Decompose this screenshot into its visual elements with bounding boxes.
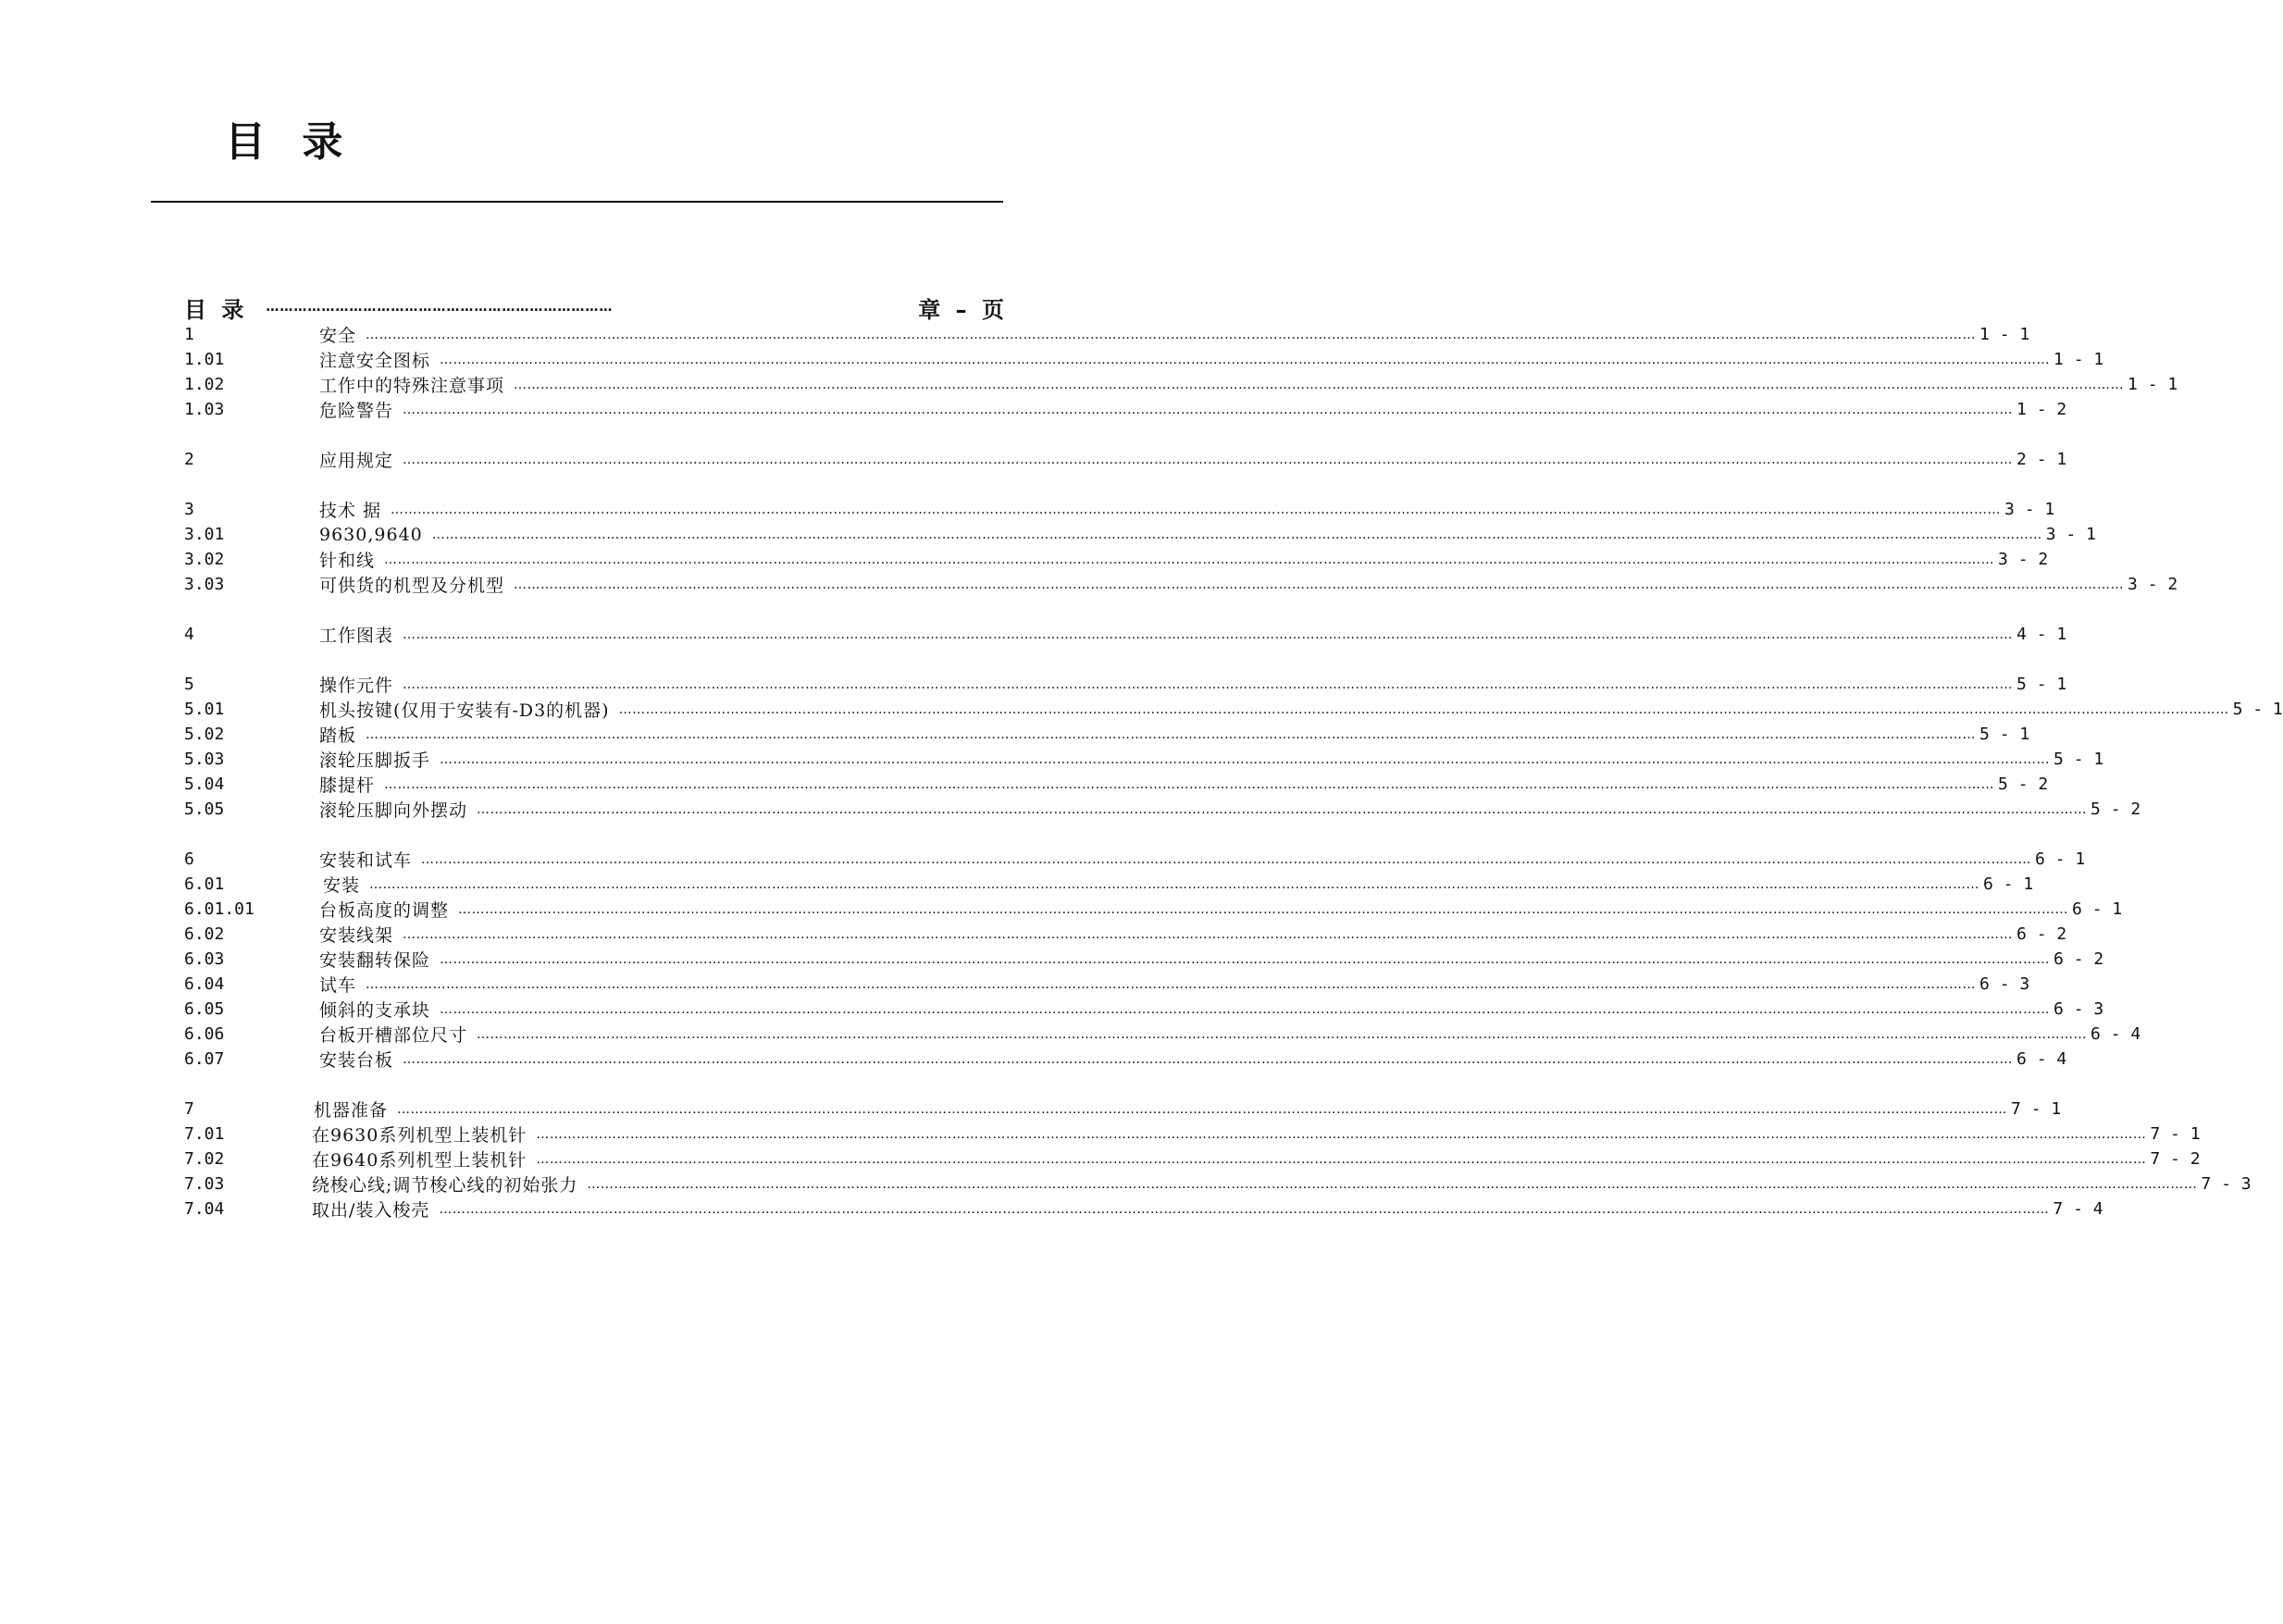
toc-entry-number: 1 (184, 325, 194, 344)
toc-entry-title: 安装翻转保险 (319, 950, 431, 971)
toc-entry[interactable] (184, 1172, 2252, 1196)
toc-entry-title: 倾斜的支承块 (319, 1000, 431, 1021)
toc-entry-number: 3.01 (184, 525, 225, 544)
toc-entry[interactable] (184, 722, 2030, 747)
dot-leader: ……………………………………………………………………………………………………………………………………………………………………………………………………………………………………………………………………………………………………………………………… (397, 1101, 2008, 1117)
toc-entry-page: 6 - 3 (1979, 974, 2030, 994)
toc-entry-page: 6 - 1 (2072, 899, 2123, 919)
toc-entry-title: 滚轮压脚向外摆动 (319, 800, 468, 821)
toc-entry-title: 绕梭心线;调节梭心线的初始张力 (312, 1175, 578, 1196)
toc-entry[interactable] (184, 847, 2086, 872)
toc-entry-page: 6 - 1 (1983, 874, 2034, 894)
toc-entry-title: 踏板 (319, 725, 357, 746)
dot-leader: ……………………………………………………………………………………………………………………………………………………………………………………………………………………………………………………………………………………………………………………………… (403, 626, 2014, 642)
toc-entry[interactable] (184, 697, 2283, 722)
toc-entry-number: 6.06 (184, 1024, 225, 1044)
toc-entry-number: 7.03 (184, 1174, 225, 1194)
dot-leader: ……………………………………………………………………………………………………………………………………………………………………………………………………………………………………………………………………………………………………………………………… (403, 676, 2014, 692)
dot-leader: ……………………………………………………………………………………………………………………………………………………………………………………………………………………………………………………………………………………………………………………………… (391, 502, 2002, 517)
toc-entry-page: 3 - 2 (2128, 575, 2178, 594)
dot-leader: ……………………………………………………………………………………………………………………………………………………………………………………………………………………………………………………………………………………………………………………………… (514, 576, 2125, 592)
toc-entry-title: 台板开槽部位尺寸 (319, 1025, 468, 1046)
toc-entry[interactable] (184, 772, 2049, 797)
toc-entry-title: 工作图表 (319, 626, 394, 646)
toc-entry-title: 机头按键(仅用于安装有-D3的机器) (319, 700, 610, 721)
toc-entry-page: 5 - 1 (2232, 700, 2283, 719)
dot-leader: ……………………………………………………………………………………………………………………………………………………………………………………………………………………………………………………………………………………………………………………………… (384, 776, 1995, 792)
toc-entry[interactable] (184, 1122, 2201, 1147)
dot-leader: ……………………………………………………………………………………………………………………………………………………………………………………………………………………………………………………………………………………………………………………………… (514, 377, 2125, 392)
toc-entry[interactable] (184, 897, 2123, 922)
toc-entry-page: 5 - 1 (2016, 675, 2067, 694)
toc-entry-number: 6.05 (184, 999, 225, 1019)
toc-entry-title: 操作元件 (319, 676, 394, 696)
dot-leader: ……………………………………………………………………………………………………………………………………………………………………………………………………………………………………………………………………………………………………………………………… (477, 801, 2088, 817)
dot-leader: ……………………………………………………………………………………………………………………………………………………………………………………………………………………………………………………………………………………………………………………………… (536, 1126, 2147, 1142)
toc-entry-number: 5.03 (184, 750, 225, 769)
toc-entry-number: 5 (184, 675, 194, 694)
toc-entry-page: 6 - 2 (2016, 924, 2067, 944)
toc-entry[interactable] (184, 1022, 2141, 1047)
toc-entry-title: 在9640系列机型上装机针 (312, 1150, 527, 1171)
toc-entry-page: 3 - 2 (1998, 550, 2049, 569)
toc-entry[interactable] (184, 997, 2104, 1022)
toc-entry-page: 3 - 1 (2045, 525, 2096, 544)
dot-leader: ……………………………………………………………………………………………………………………………………………………………………………………………………………………………………………………………………………………………………………………………… (366, 726, 1977, 742)
toc-entry[interactable] (184, 747, 2104, 772)
toc-entry-page: 2 - 1 (2016, 450, 2067, 469)
toc-entry-title: 滚轮压脚扳手 (319, 750, 431, 771)
toc-entry-number: 7 (184, 1099, 194, 1119)
toc-entry[interactable] (184, 1196, 2103, 1221)
dot-leader: ……………………………………………………………………………………………………………………………………………………………………………………………………………………………………………………………………………………………………………………………… (587, 1176, 2198, 1192)
toc-entry[interactable] (184, 1097, 2062, 1122)
toc-entry-number: 1.01 (184, 350, 225, 369)
toc-entry[interactable] (184, 872, 2034, 897)
toc-entry-number: 7.04 (184, 1199, 225, 1219)
toc-entry-title: 在9630系列机型上装机针 (312, 1125, 527, 1146)
toc-entry-title: 机器准备 (314, 1100, 389, 1121)
toc-entry-page: 5 - 1 (1979, 725, 2030, 744)
toc-header (184, 292, 1008, 322)
toc-entry-page: 4 - 1 (2016, 625, 2067, 644)
toc-entry-page: 1 - 1 (1979, 325, 2030, 344)
dot-leader: ……………………………………………………………………………………………………………………………………………………………………………………………………………………………………………………………………………………………………………………………… (536, 1151, 2147, 1167)
dot-leader: ……………………………………………………………………………………………………………………………………………………………………………………………………………………………………………………………………………………………………………………………… (477, 1026, 2088, 1042)
toc-entry-title: 针和线 (319, 551, 376, 571)
dot-leader: ……………………………………………………………………………………………………………………………………………………………………………………………………………………………………………………………………………………………………………………………… (403, 1051, 2014, 1067)
toc-header-page-label: 章 – 页 (918, 296, 1008, 323)
toc-entry[interactable] (184, 1047, 2067, 1072)
toc-entry-title: 应用规定 (319, 451, 394, 471)
dot-leader: ……………………………………………………………………………………………………………………………………………………………………………………………………………………………………………………………………………………………………………………………… (439, 1201, 2050, 1217)
toc-entry-number: 1.03 (184, 400, 225, 419)
toc-entry[interactable] (184, 972, 2030, 997)
toc-entry-page: 6 - 4 (2016, 1049, 2067, 1069)
dot-leader: ……………………………………………………………………………………………………………………………………………………………………………………………………………………………………………………………………………………………………………………………… (440, 751, 2051, 767)
toc-entry-page: 6 - 4 (2091, 1024, 2141, 1044)
toc-entry-number: 6.03 (184, 949, 225, 969)
dot-leader: ……………………………………………………………………………………………………………………………………………………………………………………………………………………………………………………………………………………………………………………………… (366, 327, 1977, 342)
toc-entry-title: 安装和试车 (319, 850, 413, 871)
toc-entry-page: 7 - 2 (2150, 1149, 2201, 1169)
toc-entry-page: 6 - 3 (2053, 999, 2104, 1019)
dot-leader: ……………………………………………………………………………………………………………………………………………………………………………………………………………………………………………………………………………………………………………………………… (440, 951, 2051, 967)
toc-entry-page: 1 - 2 (2016, 400, 2067, 419)
toc-entry[interactable] (184, 497, 2055, 522)
toc-entry-page: 6 - 1 (2035, 849, 2086, 869)
toc-entry-number: 3.02 (184, 550, 225, 569)
toc-entry[interactable] (184, 922, 2067, 947)
toc-entry-title: 膝提杆 (319, 775, 376, 796)
toc-entry-number: 3.03 (184, 575, 225, 594)
dot-leader: ……………………………………………………………………………………………………………………………………………………………………………………………………………………………………………………………………………………………………………………………… (384, 552, 1995, 567)
toc-entry-page: 5 - 2 (1998, 775, 2049, 794)
toc-entry-number: 3 (184, 500, 194, 519)
dot-leader: ……………………………………………………………………………………………………………………………………………………………………………………………………………………………………………………………………………………………………………………………… (403, 402, 2014, 417)
toc-entry[interactable] (184, 547, 2049, 572)
toc-entry-number: 6.01 (184, 874, 225, 894)
toc-entry-title: 取出/装入梭壳 (312, 1200, 430, 1221)
table-of-contents (184, 292, 2283, 1221)
toc-entry[interactable] (184, 522, 2096, 547)
toc-entry-title: 9630,9640 (319, 524, 423, 545)
toc-entry-number: 4 (184, 625, 194, 644)
dot-leader: ……………………………………………………………………………………………………………………………………………………………………………………………………………………………………………………………………………………………………………………………… (440, 352, 2051, 367)
toc-entry-page: 5 - 1 (2053, 750, 2104, 769)
toc-entry[interactable] (184, 397, 2067, 422)
toc-entry-number: 6.07 (184, 1049, 225, 1069)
dot-leader: ……………………………………………………………………………………………………………………………………………………………………………………………………………………………………………………………………………………………………………………………… (458, 901, 2069, 917)
toc-entry-number: 7.02 (184, 1149, 225, 1169)
toc-entry[interactable] (184, 372, 2178, 397)
toc-entry-number: 5.04 (184, 775, 225, 794)
toc-entry-page: 1 - 1 (2128, 375, 2178, 394)
dot-leader: ……………………………………………………………………………………………………………………………………………………………………………………………………………………………………………………………………………………………………………………………… (403, 926, 2014, 942)
toc-entry-page: 7 - 3 (2201, 1174, 2252, 1194)
dot-leader: ……………………………………………………………………………………………………………………………………………………………………………………………………………………………………………………………………………………………………………………………… (369, 876, 1980, 892)
toc-entry-number: 2 (184, 450, 194, 469)
toc-entry[interactable] (184, 947, 2104, 972)
dot-leader: ……………………………………………………………………………………………………………………………………………………………………………………………………………………………………………………………………………………………………………………………… (366, 976, 1977, 992)
toc-entry-number: 6.01.01 (184, 899, 254, 919)
toc-entry[interactable] (184, 347, 2104, 372)
dot-leader: ……………………………………………………………………………………………………………………………………………………………………………………………………………………………………………………………………………………………………………………………… (421, 851, 2032, 867)
dot-leader: ……………………………………………………………………………………………………………………………………………………………………………………………………………………………………………………………………………………………………………………………… (440, 1001, 2051, 1017)
title-divider (151, 201, 1003, 203)
toc-entry-number: 5.02 (184, 725, 225, 744)
dot-leader: ………………………………………………………………… (266, 300, 614, 315)
dot-leader: ……………………………………………………………………………………………………………………………………………………………………………………………………………………………………………………………………………………………………………………………… (403, 452, 2014, 467)
toc-entry-title: 危险警告 (319, 401, 394, 421)
toc-entry-number: 6.02 (184, 924, 225, 944)
toc-entry-title: 工作中的特殊注意事项 (319, 376, 505, 396)
toc-entry-number: 5.05 (184, 800, 225, 819)
toc-entry-page: 5 - 2 (2091, 800, 2141, 819)
toc-entry-page: 3 - 1 (2004, 500, 2055, 519)
toc-entry-title: 安装线架 (319, 925, 394, 946)
toc-entry[interactable] (184, 797, 2141, 822)
toc-entry-page: 1 - 1 (2053, 350, 2104, 369)
toc-entry-number: 7.01 (184, 1124, 225, 1144)
toc-entry-title: 注意安全图标 (319, 351, 431, 371)
dot-leader: ……………………………………………………………………………………………………………………………………………………………………………………………………………………………………………………………………………………………………………………………… (431, 527, 2042, 542)
toc-entry[interactable] (184, 622, 2067, 647)
toc-entries (184, 322, 2283, 1221)
toc-entry-page: 7 - 1 (2150, 1124, 2201, 1144)
toc-entry[interactable] (184, 572, 2178, 597)
toc-entry-number: 5.01 (184, 700, 225, 719)
toc-entry-page: 7 - 4 (2053, 1199, 2103, 1219)
toc-entry[interactable] (184, 672, 2067, 697)
toc-entry-title: 安装台板 (319, 1050, 394, 1071)
toc-entry[interactable] (184, 1147, 2201, 1172)
dot-leader: ……………………………………………………………………………………………………………………………………………………………………………………………………………………………………………………………………………………………………………………………… (618, 701, 2229, 717)
toc-entry-page: 6 - 2 (2053, 949, 2104, 969)
toc-entry[interactable] (184, 322, 2030, 347)
toc-entry[interactable] (184, 447, 2067, 472)
toc-entry-title: 安装 (323, 875, 361, 896)
toc-entry-title: 可供货的机型及分机型 (319, 576, 505, 596)
toc-entry-number: 6.04 (184, 974, 225, 994)
toc-header-label: 目 录 (184, 296, 248, 323)
toc-entry-title: 试车 (319, 975, 357, 996)
toc-entry-title: 技术 据 (319, 501, 382, 521)
page-title: 目 录 (225, 118, 354, 166)
toc-entry-page: 7 - 1 (2011, 1099, 2062, 1119)
toc-entry-number: 1.02 (184, 375, 225, 394)
toc-entry-title: 安全 (319, 326, 357, 346)
toc-entry-title: 台板高度的调整 (319, 900, 450, 921)
toc-entry-number: 6 (184, 849, 194, 869)
